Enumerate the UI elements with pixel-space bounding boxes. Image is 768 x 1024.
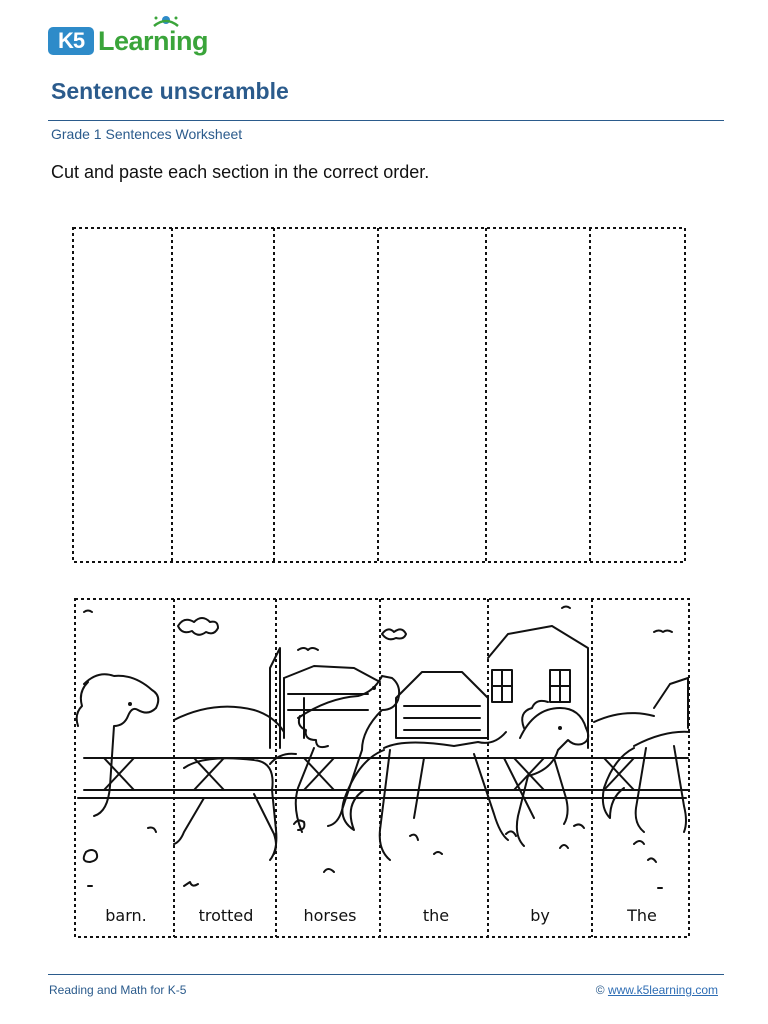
horse-icon: [174, 758, 276, 860]
horse-icon: [380, 732, 534, 860]
bird-icon: [298, 648, 318, 650]
instructions-text: Cut and paste each section in the correct order.: [51, 162, 430, 182]
hills: [174, 707, 284, 732]
bird-icon: [562, 607, 570, 609]
strip-word: The: [627, 906, 657, 925]
hills: [594, 713, 654, 722]
header-divider: [48, 120, 724, 121]
footer-copyright: [596, 983, 718, 997]
cloud-icon: [382, 629, 406, 639]
barn-icon: [284, 666, 380, 682]
logo-wordmark: Learning: [98, 26, 209, 56]
horse-mane: [77, 682, 88, 726]
strip-word: horses: [303, 906, 357, 925]
strip-word: barn.: [105, 906, 147, 925]
website-link[interactable]: www.k5learning.com: [607, 983, 718, 997]
horse-icon: [84, 674, 158, 816]
bird-icon: [84, 611, 92, 613]
copyright-symbol: ©: [595, 983, 605, 997]
strip-word: trotted: [198, 906, 254, 925]
cutout-strips: [74, 598, 690, 938]
bird-icon: [654, 631, 672, 633]
barn-icon: [492, 670, 570, 702]
footer-tagline: Reading and Math for K-5: [49, 983, 187, 997]
paste-area: [72, 227, 686, 563]
strip-word: the: [422, 906, 450, 925]
horse-icon: [634, 732, 690, 832]
ground-pebbles: [84, 820, 662, 888]
page-subtitle: Grade 1 Sentences Worksheet: [51, 126, 243, 142]
strip-word: by: [530, 906, 550, 925]
barn-icon: [404, 706, 480, 730]
footer-divider: [48, 974, 724, 975]
strips-border: [75, 599, 689, 937]
farm-scene-illustration: [77, 607, 690, 889]
logo-k5-box: K5: [48, 27, 94, 55]
cloud-icon: [178, 618, 218, 635]
barn-icon: [284, 678, 368, 738]
horse-mane: [522, 701, 548, 728]
k5-learning-logo: [48, 14, 218, 58]
page-title: Sentence unscramble: [51, 78, 289, 104]
barn-icon: [654, 678, 688, 728]
